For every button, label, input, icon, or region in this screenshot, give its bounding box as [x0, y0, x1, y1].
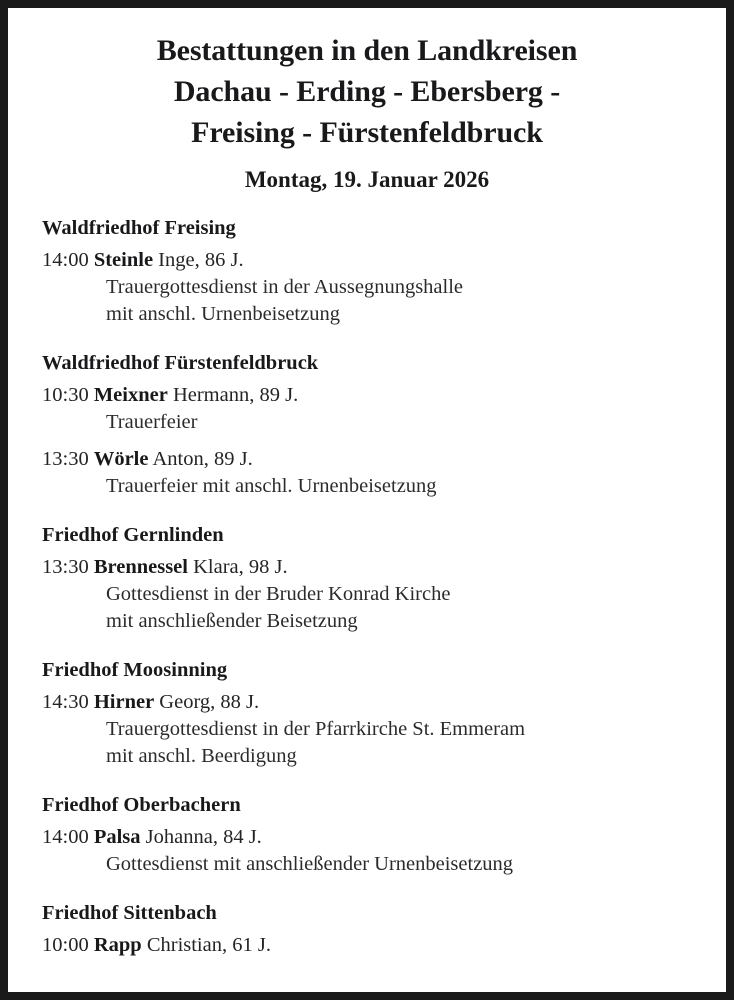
entry-time: 10:30: [42, 384, 89, 406]
entry-time: 13:30: [42, 556, 89, 578]
cemetery-name: Friedhof Gernlinden: [42, 524, 224, 546]
cemetery-section: [36, 215, 698, 328]
entry-headline: [42, 247, 698, 274]
entry-surname: Wörle: [93, 448, 149, 470]
masthead-line-3: Freising - Fürstenfeldbruck: [191, 116, 543, 149]
cemetery-name: Waldfriedhof Freising: [42, 217, 236, 239]
entry-given-name-and-age: Hermann, 89 J.: [167, 384, 299, 406]
entry-surname: Palsa: [93, 826, 141, 848]
funeral-entry: [36, 554, 698, 635]
funeral-entry: [36, 382, 698, 436]
masthead-line-1: Bestattungen in den Landkreisen: [156, 34, 578, 67]
cemetery-name: Friedhof Sittenbach: [42, 902, 217, 924]
cemetery-section: [36, 792, 698, 878]
entry-headline: [42, 932, 698, 959]
entry-detail-line: Gottesdienst mit anschließender Urnenbeisetzung: [106, 853, 514, 875]
entry-detail-line: Trauerfeier mit anschl. Urnenbeisetzung: [106, 475, 437, 497]
entry-time: 14:00: [42, 249, 89, 271]
entry-given-name-and-age: Georg, 88 J.: [154, 691, 260, 713]
cemetery-name: Waldfriedhof Fürstenfeldbruck: [42, 352, 319, 374]
paper-sheet: [8, 8, 726, 992]
entry-headline: [42, 446, 698, 473]
entry-headline: [42, 824, 698, 851]
funeral-entry: [36, 824, 698, 878]
entry-detail-line: Trauergottesdienst in der Aussegnungshalle: [106, 276, 464, 298]
funeral-entry: [36, 932, 698, 959]
entry-detail-line: mit anschließender Beisetzung: [106, 610, 358, 632]
cemetery-section: [36, 350, 698, 500]
entry-headline: [42, 689, 698, 716]
entry-headline: [42, 554, 698, 581]
cemetery-section: [36, 522, 698, 635]
entry-surname: Brennessel: [93, 556, 188, 578]
funeral-entry: [36, 689, 698, 770]
entry-time: 13:30: [42, 448, 89, 470]
entry-given-name-and-age: Anton, 89 J.: [148, 448, 253, 470]
entry-time: 14:00: [42, 826, 89, 848]
entry-surname: Hirner: [93, 691, 155, 713]
entry-detail-line: Trauerfeier: [106, 411, 198, 433]
entry-detail-line: Trauergottesdienst in der Pfarrkirche St. Emmeram: [106, 718, 526, 740]
entry-given-name-and-age: Inge, 86 J.: [153, 249, 244, 271]
entry-time: 14:30: [42, 691, 89, 713]
sections-container: [36, 215, 698, 959]
publication-date: Montag, 19. Januar 2026: [244, 167, 490, 192]
entry-surname: Steinle: [93, 249, 154, 271]
entry-detail-line: mit anschl. Beerdigung: [106, 745, 297, 767]
entry-given-name-and-age: Klara, 98 J.: [187, 556, 288, 578]
cemetery-name: Friedhof Oberbachern: [42, 794, 241, 816]
entry-time: 10:00: [42, 934, 89, 956]
entry-given-name-and-age: Johanna, 84 J.: [140, 826, 262, 848]
cemetery-section: [36, 900, 698, 959]
cemetery-section: [36, 657, 698, 770]
entry-given-name-and-age: Christian, 61 J.: [141, 934, 271, 956]
entry-headline: [42, 382, 698, 409]
entry-detail-line: mit anschl. Urnenbeisetzung: [106, 303, 340, 325]
funeral-entry: [36, 247, 698, 328]
entry-surname: Rapp: [93, 934, 142, 956]
cemetery-name: Friedhof Moosinning: [42, 659, 228, 681]
entry-detail-line: Gottesdienst in der Bruder Konrad Kirche: [106, 583, 451, 605]
masthead-line-2: Dachau - Erding - Ebersberg -: [173, 75, 561, 108]
masthead: [36, 30, 698, 153]
entry-surname: Meixner: [93, 384, 168, 406]
funeral-entry: [36, 446, 698, 500]
